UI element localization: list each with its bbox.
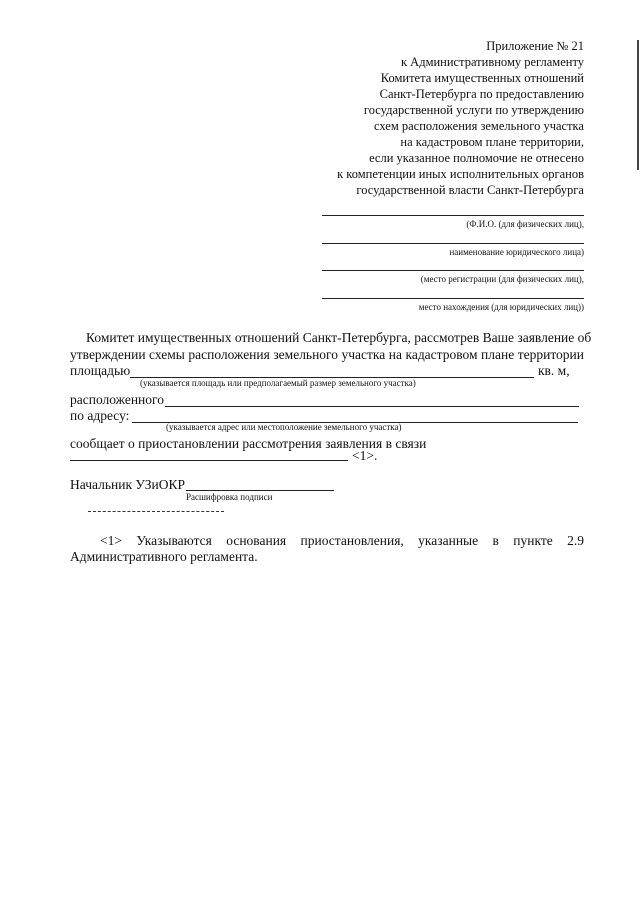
scan-edge-mark [637,40,639,170]
addressee-fio-hint: (Ф.И.О. (для физических лиц), [466,219,584,229]
located-line [165,406,579,407]
header-line: государственной власти Санкт-Петербурга [356,183,584,197]
footnote-separator [88,511,224,512]
address-hint: (указывается адрес или местоположение земельного участка) [166,422,402,432]
header-line: на кадастровом плане территории, [400,135,584,149]
footnote-line-1: <1> Указываются основания приостановления, указанные в пункте 2.9 [100,533,584,548]
body-line-2: утверждении схемы расположения земельного участка на кадастровом плане территории [70,347,584,362]
addressee-org-hint: наименование юридического лица) [449,247,584,257]
header-line: к Административному регламенту [400,55,584,69]
addressee-org-line [322,243,584,244]
area-hint: (указывается площадь или предполагаемый размер земельного участка) [140,378,416,388]
address-label: по адресу: [70,408,130,423]
header-line: государственной услуги по утверждению [363,103,584,117]
header-line: Санкт-Петербурга по предоставлению [379,87,584,101]
addressee-loc-hint: место нахождения (для юридических лиц)) [418,302,584,312]
header-line: схем расположения земельного участка [373,119,584,133]
body-line-1: Комитет имущественных отношений Санкт-Петербурга, рассмотрев Ваше заявление об [86,330,592,345]
addressee-fio-line [322,215,584,216]
area-unit: кв. м, [538,363,570,378]
appendix-number: Приложение № 21 [486,39,584,53]
addressee-reg-hint: (место регистрации (для физических лиц), [420,274,584,284]
signatory-title: Начальник УЗиОКР [70,477,186,492]
signature-hint: Расшифровка подписи [186,492,273,502]
header-line: если указанное полномочие не отнесено [369,151,584,165]
area-label: площадью [70,363,131,378]
suspension-notice: сообщает о приостановлении рассмотрения заявления в связи [70,436,427,451]
footnote-ref: <1>. [352,448,378,463]
signature-line [186,490,334,491]
reason-line [70,460,348,461]
addressee-loc-line [322,298,584,299]
header-line: к компетенции иных исполнительных органов [337,167,584,181]
footnote-line-2: Административного регламента. [70,549,258,564]
located-label: расположенного [70,392,164,407]
addressee-reg-line [322,270,584,271]
header-line: Комитета имущественных отношений [380,71,584,85]
